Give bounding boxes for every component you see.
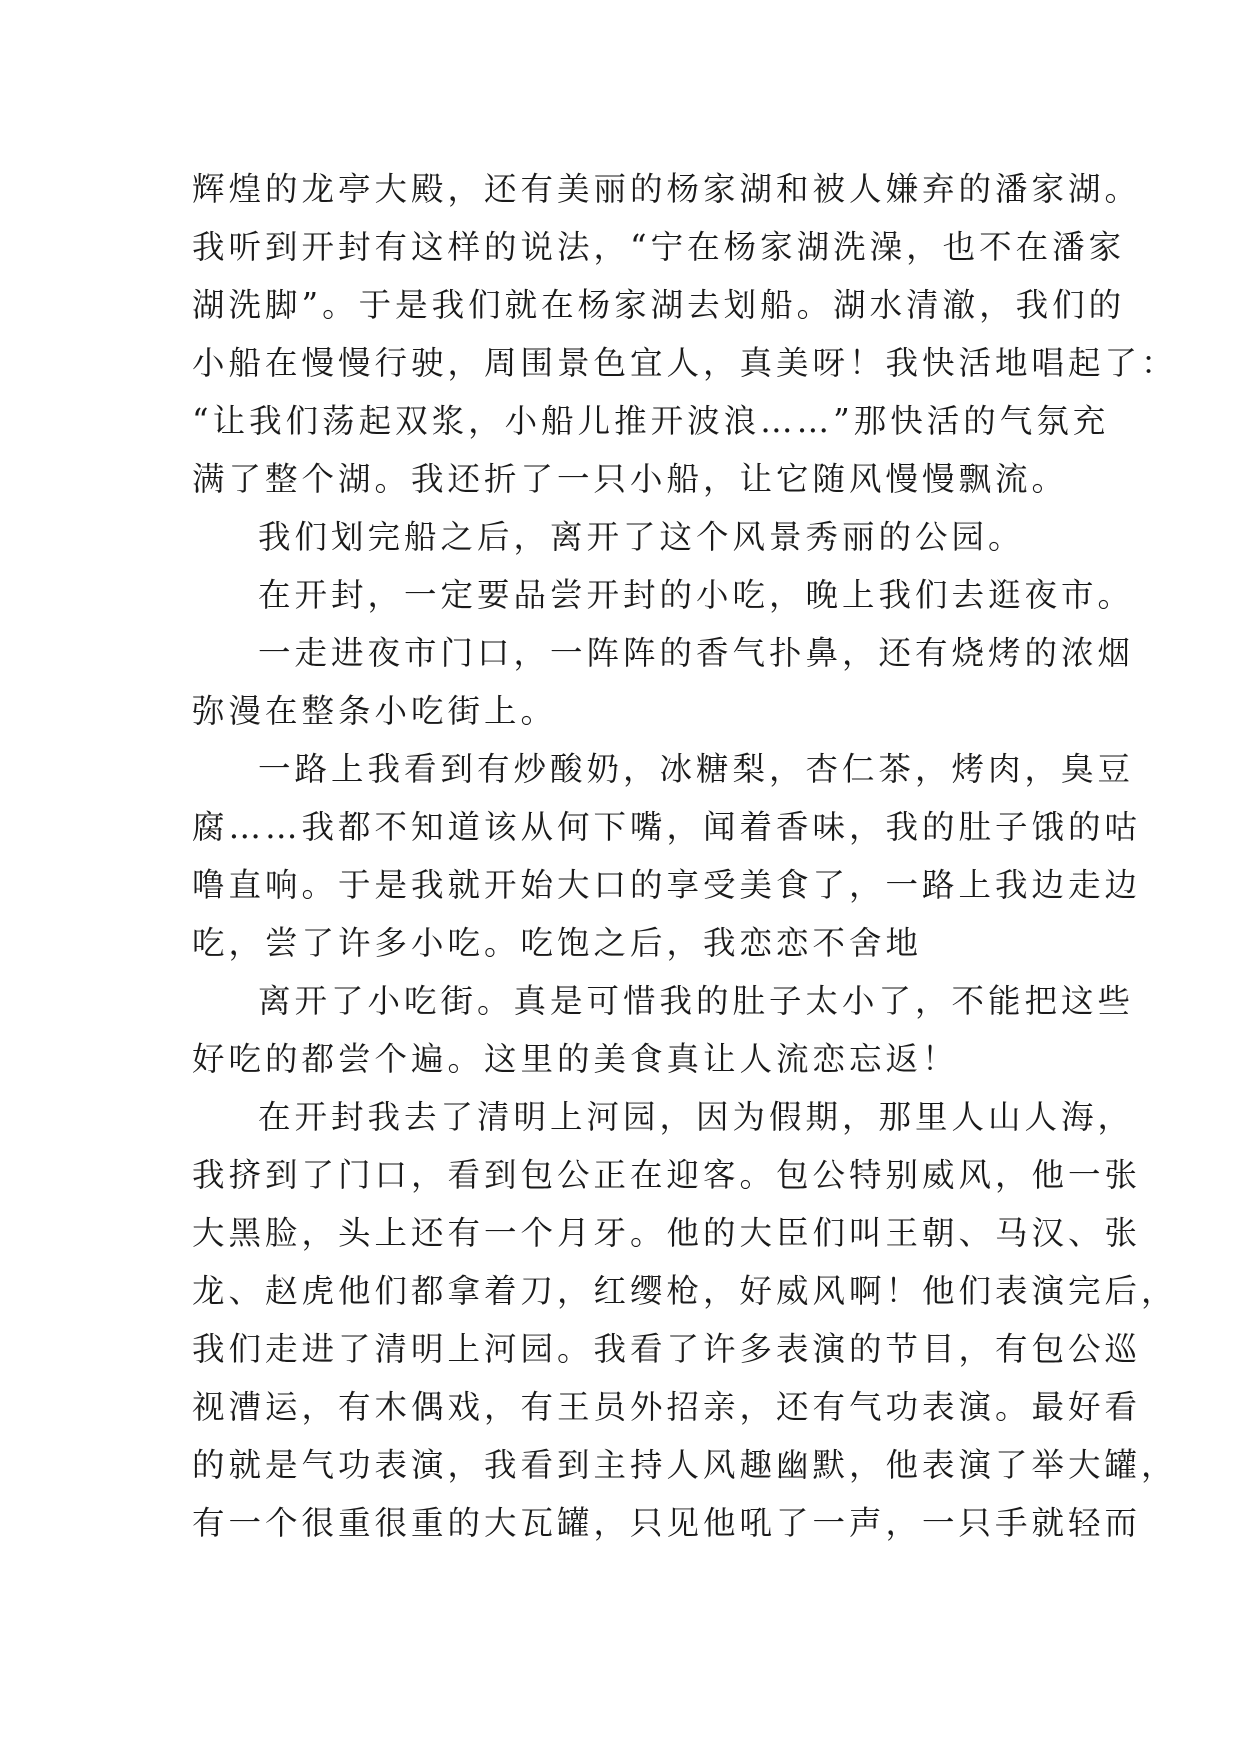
text-line: 满了整个湖。我还折了一只小船，让它随风慢慢飘流。 (192, 460, 1069, 498)
text-line: 视漕运，有木偶戏，有王员外招亲，还有气功表演。最好看 (192, 1388, 1142, 1426)
paragraph-first-line: 一路上我看到有炒酸奶，冰糖梨，杏仁茶，烤肉，臭豆 (258, 750, 1135, 788)
text-line: 辉煌的龙亭大殿，还有美丽的杨家湖和被人嫌弃的潘家湖。 (192, 170, 1142, 208)
text-line: “让我们荡起双浆，小船儿推开波浪……”那快活的气氛充 (192, 402, 1110, 440)
paragraph-first-line: 在开封，一定要品尝开封的小吃，晚上我们去逛夜市。 (258, 576, 1135, 614)
paragraph-first-line: 在开封我去了清明上河园，因为假期，那里人山人海， (258, 1098, 1135, 1136)
text-line: 有一个很重很重的大瓦罐，只见他吼了一声，一只手就轻而 (192, 1504, 1142, 1542)
text-line: 弥漫在整条小吃街上。 (192, 692, 558, 730)
paragraph-first-line: 我们划完船之后，离开了这个风景秀丽的公园。 (258, 518, 1025, 556)
text-line: 大黑脸，头上还有一个月牙。他的大臣们叫王朝、马汉、张 (192, 1214, 1142, 1252)
text-line: 吃，尝了许多小吃。吃饱之后，我恋恋不舍地 (192, 924, 923, 962)
text-line: 腐……我都不知道该从何下嘴，闻着香味，我的肚子饿的咕 (192, 808, 1142, 846)
paragraph-first-line: 一走进夜市门口，一阵阵的香气扑鼻，还有烧烤的浓烟 (258, 634, 1135, 672)
text-line: 噜直响。于是我就开始大口的享受美食了，一路上我边走边 (192, 866, 1142, 904)
text-line: 的就是气功表演，我看到主持人风趣幽默，他表演了举大罐， (192, 1446, 1178, 1484)
text-line: 龙、赵虎他们都拿着刀，红缨枪，好威风啊！他们表演完后， (192, 1272, 1178, 1310)
text-line: 小船在慢慢行驶，周围景色宜人，真美呀！我快活地唱起了： (192, 344, 1178, 382)
text-line: 我们走进了清明上河园。我看了许多表演的节目，有包公巡 (192, 1330, 1142, 1368)
paragraph-first-line: 离开了小吃街。真是可惜我的肚子太小了，不能把这些 (258, 982, 1135, 1020)
text-line: 我挤到了门口，看到包公正在迎客。包公特别威风，他一张 (192, 1156, 1142, 1194)
text-line: 我听到开封有这样的说法，“宁在杨家湖洗澡，也不在潘家 (192, 228, 1126, 266)
body-text (192, 160, 1178, 1552)
text-line: 好吃的都尝个遍。这里的美食真让人流恋忘返！ (192, 1040, 959, 1078)
text-line: 湖洗脚”。于是我们就在杨家湖去划船。湖水清澈，我们的 (192, 286, 1126, 324)
